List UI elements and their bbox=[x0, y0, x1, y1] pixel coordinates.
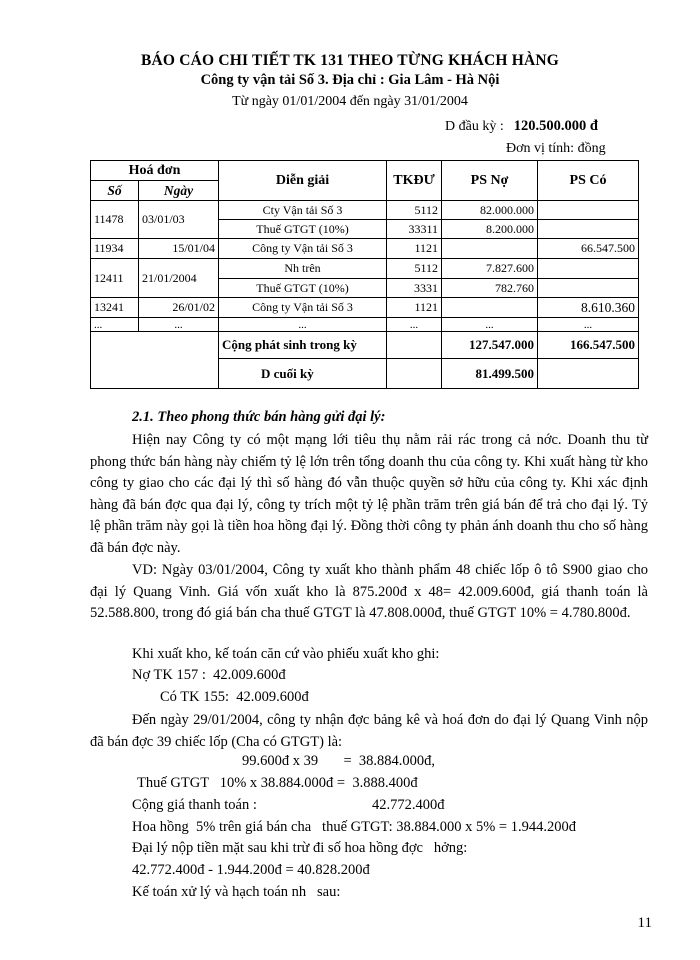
description: Cty Vận tải Số 3 bbox=[219, 201, 387, 220]
invoice-date: ... bbox=[139, 318, 219, 332]
table-row bbox=[91, 318, 639, 332]
table-row bbox=[91, 201, 639, 220]
invoice-number: ... bbox=[91, 318, 139, 332]
invoice-date: 26/01/02 bbox=[139, 298, 219, 318]
description: Thuế GTGT (10%) bbox=[219, 279, 387, 298]
description: Công ty Vận tải Số 3 bbox=[219, 239, 387, 259]
journal-debit: Nợ TK 157 : 42.009.600đ bbox=[132, 667, 286, 683]
period-line: Từ ngày 01/01/2004 đến ngày 31/01/2004 bbox=[232, 94, 468, 109]
section-heading: 2.1. Theo phong thức bán hàng gửi đại lý: bbox=[132, 409, 386, 425]
calc-line: 42.772.400đ - 1.944.200đ = 40.828.200đ bbox=[132, 862, 370, 878]
invoice-number: 11478 bbox=[91, 201, 139, 239]
credit bbox=[538, 259, 639, 279]
debit: 8.200.000 bbox=[442, 220, 538, 239]
total-label: Cộng phát sinh trong kỳ bbox=[219, 332, 387, 359]
account: 33311 bbox=[387, 220, 442, 239]
invoice-number: 11934 bbox=[91, 239, 139, 259]
debit: 782.760 bbox=[442, 279, 538, 298]
opening-balance bbox=[445, 118, 598, 135]
text-line: Đại lý nộp tiền mặt sau khi trừ đi số hoa hồng đợc hởng: bbox=[132, 840, 468, 856]
debit bbox=[442, 239, 538, 259]
invoice-number: 13241 bbox=[91, 298, 139, 318]
account: 5112 bbox=[387, 201, 442, 220]
calc-value: 42.772.400đ bbox=[372, 797, 445, 813]
header-debit: PS Nợ bbox=[442, 161, 538, 201]
journal-credit: Có TK 155: 42.009.600đ bbox=[160, 689, 309, 705]
table-row bbox=[91, 298, 639, 318]
invoice-date: 21/01/2004 bbox=[139, 259, 219, 298]
credit: ... bbox=[538, 318, 639, 332]
unit-label: Đơn vị tính: đồng bbox=[506, 141, 606, 156]
company-line: Công ty vận tải Số 3. Địa chỉ : Gia Lâm - Hà Nội bbox=[200, 72, 500, 88]
report-title: BÁO CÁO CHI TIẾT TK 131 THEO TỪNG KHÁCH HÀNG bbox=[140, 52, 560, 69]
header-account: TKĐƯ bbox=[387, 161, 442, 201]
description: ... bbox=[219, 318, 387, 332]
account: ... bbox=[387, 318, 442, 332]
opening-label: D đầu kỳ : bbox=[445, 119, 504, 134]
ledger-table bbox=[90, 160, 639, 389]
invoice-date: 03/01/03 bbox=[139, 201, 219, 239]
calc-line: 99.600đ x 39 = 38.884.000đ, bbox=[242, 753, 436, 769]
credit bbox=[538, 201, 639, 220]
credit bbox=[538, 220, 639, 239]
calc-label: Cộng giá thanh toán : bbox=[132, 797, 257, 813]
text-line: Khi xuất kho, kế toán căn cứ vào phiếu xuất kho ghi: bbox=[132, 646, 440, 662]
account: 3331 bbox=[387, 279, 442, 298]
header-description: Diễn giải bbox=[219, 161, 387, 201]
table-row bbox=[91, 259, 639, 279]
calc-line: Thuế GTGT 10% x 38.884.000đ = 3.888.400đ bbox=[137, 775, 418, 791]
total-debit: 127.547.000 bbox=[442, 332, 538, 359]
invoice-date: 15/01/04 bbox=[139, 239, 219, 259]
paragraph-example: VD: Ngày 03/01/2004, Công ty xuất kho thành phẩm 48 chiếc lốp ô tô S900 giao cho đại lý Quang Vinh. Giá vốn xuất kho là 875.200đ x 48= 42.009.600đ, giá thanh toán là 52.588.800, trong đó giá bán cha thuế GTGT là 47.808.000đ, thuế GTGT 10% = 4.780.800đ. bbox=[90, 562, 648, 622]
total-credit: 166.547.500 bbox=[538, 332, 639, 359]
account: 1121 bbox=[387, 298, 442, 318]
invoice-number: 12411 bbox=[91, 259, 139, 298]
closing-debit: 81.499.500 bbox=[442, 359, 538, 389]
paragraph-report: Đến ngày 29/01/2004, công ty nhận đợc bảng kê và hoá đơn do đại lý Quang Vinh nộp đã bán đợc 39 chiếc lốp (Cha có GTGT) là: bbox=[90, 712, 648, 750]
account: 5112 bbox=[387, 259, 442, 279]
description: Công ty Vận tải Số 3 bbox=[219, 298, 387, 318]
totals-row bbox=[91, 332, 639, 359]
credit: 66.547.500 bbox=[538, 239, 639, 259]
table-row bbox=[91, 239, 639, 259]
debit: 82.000.000 bbox=[442, 201, 538, 220]
calc-line: Hoa hồng 5% trên giá bán cha thuế GTGT: 38.884.000 x 5% = 1.944.200đ bbox=[132, 819, 576, 835]
debit: ... bbox=[442, 318, 538, 332]
credit bbox=[538, 279, 639, 298]
account: 1121 bbox=[387, 239, 442, 259]
header-number: Số bbox=[91, 181, 139, 201]
description: Thuế GTGT (10%) bbox=[219, 220, 387, 239]
description: Nh trên bbox=[219, 259, 387, 279]
credit: 8.610.360 bbox=[538, 298, 639, 318]
header-invoice: Hoá đơn bbox=[91, 161, 219, 181]
debit: 7.827.600 bbox=[442, 259, 538, 279]
text-line: Kế toán xử lý và hạch toán nh sau: bbox=[132, 884, 341, 900]
opening-value: 120.500.000 đ bbox=[513, 118, 598, 134]
closing-row bbox=[91, 359, 639, 389]
paragraph-intro: Hiện nay Công ty có một mạng lới tiêu thụ nằm rải rác trong cả nớc. Doanh thu từ phong thức bán hàng này chiếm tỷ lệ lớn trên tổng doanh thu của công ty. Khi xuất hàng từ kho công ty giao cho các đại lý thì số hàng đó vẫn thuộc quyền sở hữu của công ty. Khi xác định hàng đã bán đợc qua đại lý, công ty trích một tỷ lệ phần trăm trên giá bán để trả cho đại lý. Tỷ lệ phần trăm này gọi là tiền hoa hồng đại lý. Đồng thời công ty phản ánh doanh thu cho số hàng đã bán đợc này. bbox=[90, 432, 648, 556]
header-date: Ngày bbox=[139, 181, 219, 201]
page-number: 11 bbox=[637, 915, 652, 931]
closing-label: D cuối kỳ bbox=[219, 359, 387, 389]
debit bbox=[442, 298, 538, 318]
header-credit: PS Có bbox=[538, 161, 639, 201]
